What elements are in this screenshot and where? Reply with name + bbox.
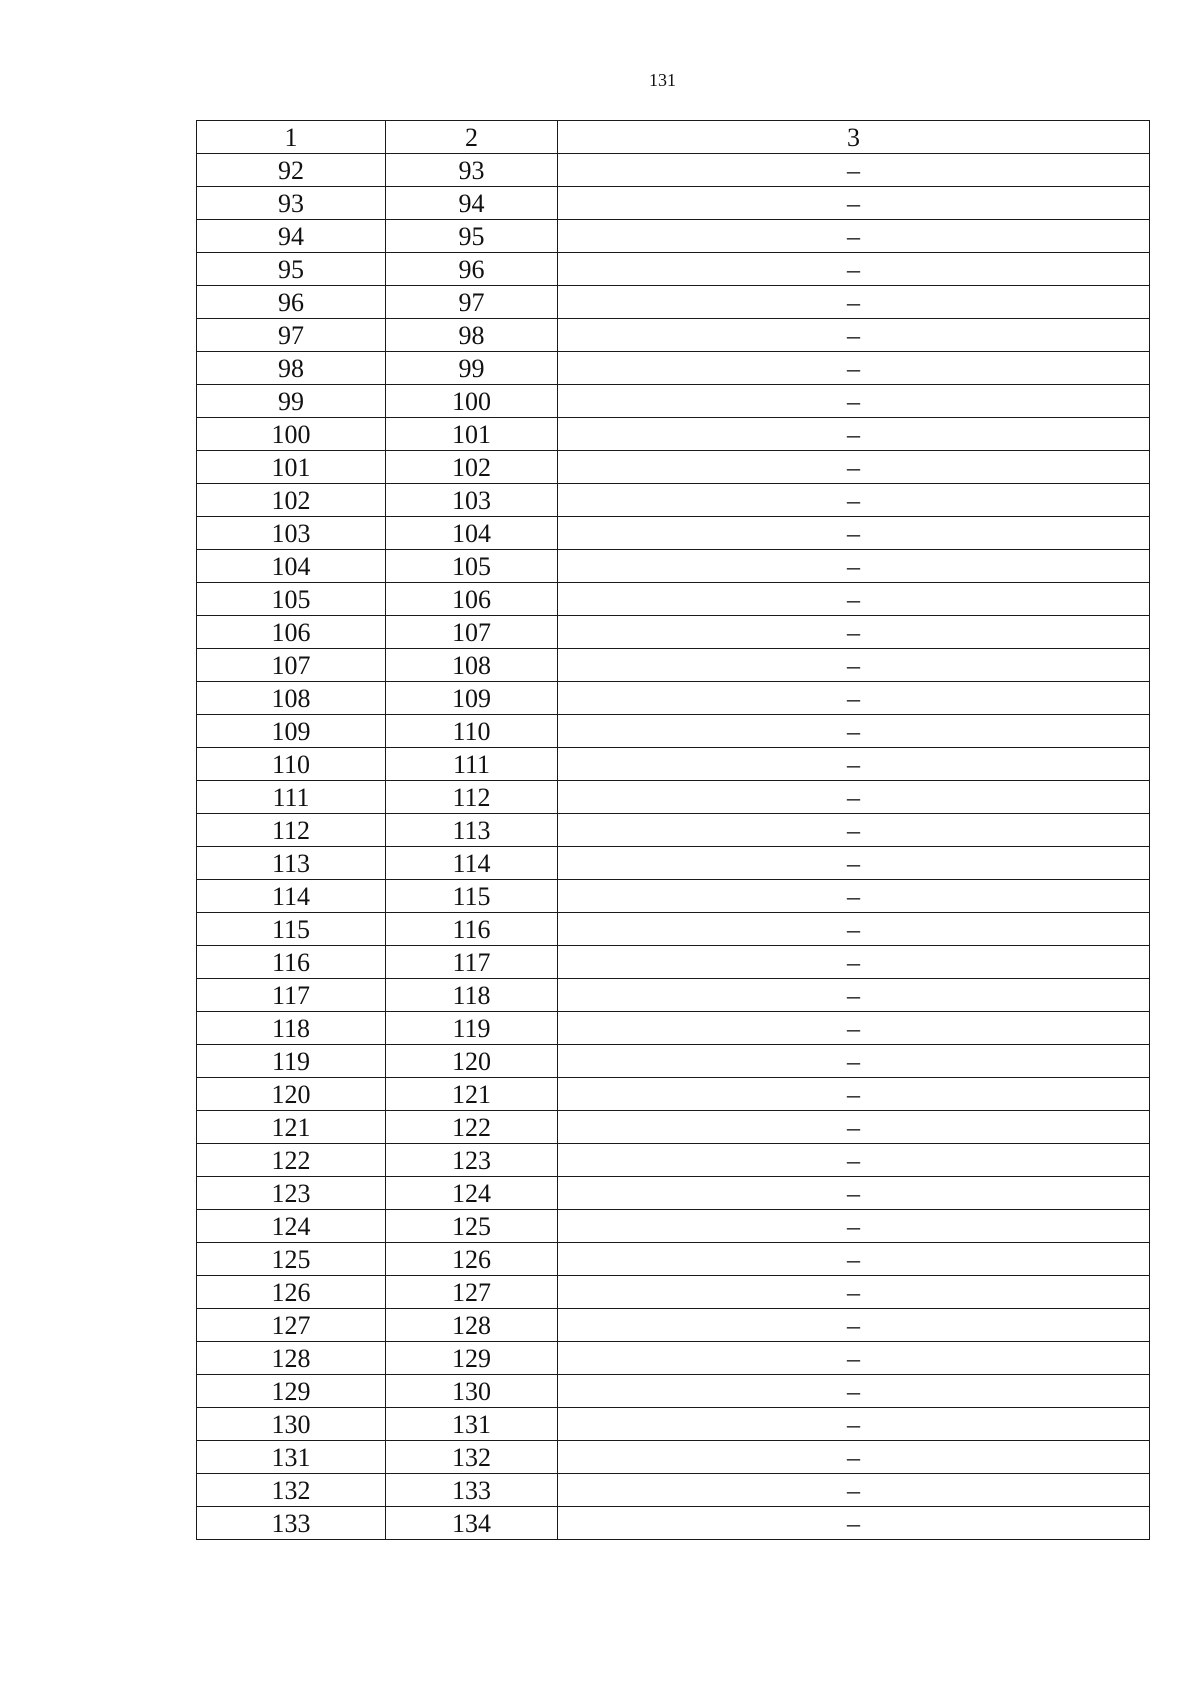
table-row [197, 451, 1150, 484]
table-cell-col-2: 96 [386, 253, 558, 286]
table-cell-col-1: 123 [197, 1177, 386, 1210]
table-cell-col-3: – [558, 1408, 1150, 1441]
table-cell-col-2: 114 [386, 847, 558, 880]
table-cell-col-1: 125 [197, 1243, 386, 1276]
table-cell-col-2: 113 [386, 814, 558, 847]
table-cell-col-3: – [558, 715, 1150, 748]
table-cell-col-3: – [558, 484, 1150, 517]
table-row [197, 1144, 1150, 1177]
table-row [197, 649, 1150, 682]
table-cell-col-3: – [558, 1078, 1150, 1111]
table-cell-col-1: 105 [197, 583, 386, 616]
table-cell-col-1: 104 [197, 550, 386, 583]
table-row [197, 583, 1150, 616]
table-cell-col-3: – [558, 286, 1150, 319]
table-row [197, 814, 1150, 847]
table-cell-col-3: – [558, 1111, 1150, 1144]
table-row [197, 946, 1150, 979]
table-cell-col-2: 104 [386, 517, 558, 550]
table-cell-col-1: 100 [197, 418, 386, 451]
table-cell-col-2: 124 [386, 1177, 558, 1210]
table-cell-col-3: – [558, 979, 1150, 1012]
table-cell-col-3: – [558, 1342, 1150, 1375]
table-row [197, 682, 1150, 715]
table-row [197, 1474, 1150, 1507]
table-cell-col-1: 93 [197, 187, 386, 220]
table-cell-col-1: 96 [197, 286, 386, 319]
table-cell-col-2: 110 [386, 715, 558, 748]
table-row [197, 1012, 1150, 1045]
table-cell-col-3: – [558, 187, 1150, 220]
table-cell-col-2: 129 [386, 1342, 558, 1375]
table-cell-col-1: 110 [197, 748, 386, 781]
table-cell-col-2: 105 [386, 550, 558, 583]
table-cell-col-2: 94 [386, 187, 558, 220]
table-cell-col-2: 93 [386, 154, 558, 187]
table-cell-col-1: 124 [197, 1210, 386, 1243]
table-cell-col-3: – [558, 1441, 1150, 1474]
table-cell-col-1: 118 [197, 1012, 386, 1045]
table-row [197, 1342, 1150, 1375]
table-cell-col-2: 111 [386, 748, 558, 781]
table-cell-col-3: – [558, 451, 1150, 484]
table-cell-col-1: 114 [197, 880, 386, 913]
table-cell-col-2: 102 [386, 451, 558, 484]
table-cell-col-2: 99 [386, 352, 558, 385]
table-cell-col-2: 100 [386, 385, 558, 418]
table-cell-col-2: 123 [386, 1144, 558, 1177]
table-cell-col-3: – [558, 517, 1150, 550]
table-cell-col-3: – [558, 1507, 1150, 1540]
table-cell-col-3: – [558, 550, 1150, 583]
table-cell-col-2: 117 [386, 946, 558, 979]
table-row [197, 484, 1150, 517]
table-cell-col-2: 127 [386, 1276, 558, 1309]
table-cell-col-3: – [558, 913, 1150, 946]
table-row [197, 1441, 1150, 1474]
table-cell-col-3: – [558, 1276, 1150, 1309]
table-cell-col-1: 122 [197, 1144, 386, 1177]
table-cell-col-2: 118 [386, 979, 558, 1012]
table-cell-col-3: – [558, 1045, 1150, 1078]
table-row [197, 352, 1150, 385]
table-cell-col-1: 109 [197, 715, 386, 748]
table-cell-col-1: 92 [197, 154, 386, 187]
table-cell-col-3: – [558, 352, 1150, 385]
table-row [197, 319, 1150, 352]
table-row [197, 1078, 1150, 1111]
table-cell-col-3: – [558, 649, 1150, 682]
table-cell-col-2: 128 [386, 1309, 558, 1342]
table-cell-col-3: – [558, 220, 1150, 253]
table-row [197, 1177, 1150, 1210]
table-row [197, 550, 1150, 583]
table-cell-col-1: 112 [197, 814, 386, 847]
table-row [197, 616, 1150, 649]
table-cell-col-3: – [558, 1177, 1150, 1210]
table-header [197, 121, 1150, 154]
table-cell-col-1: 103 [197, 517, 386, 550]
table-row [197, 154, 1150, 187]
table-cell-col-3: – [558, 1210, 1150, 1243]
table-row [197, 220, 1150, 253]
table-row [197, 253, 1150, 286]
table-cell-col-3: – [558, 946, 1150, 979]
table-row [197, 517, 1150, 550]
table-cell-col-3: – [558, 1012, 1150, 1045]
table-cell-col-2: 133 [386, 1474, 558, 1507]
table-cell-col-2: 125 [386, 1210, 558, 1243]
table-cell-col-3: – [558, 847, 1150, 880]
table-cell-col-3: – [558, 814, 1150, 847]
table-header-row [197, 121, 1150, 154]
table-row [197, 1111, 1150, 1144]
table-cell-col-1: 99 [197, 385, 386, 418]
table-cell-col-2: 98 [386, 319, 558, 352]
table-cell-col-3: – [558, 880, 1150, 913]
table-body [197, 154, 1150, 1540]
table-cell-col-1: 121 [197, 1111, 386, 1144]
table-cell-col-1: 97 [197, 319, 386, 352]
table-cell-col-2: 103 [386, 484, 558, 517]
table-row [197, 286, 1150, 319]
table-cell-col-1: 131 [197, 1441, 386, 1474]
table-cell-col-3: – [558, 1243, 1150, 1276]
table-cell-col-1: 117 [197, 979, 386, 1012]
table-cell-col-2: 132 [386, 1441, 558, 1474]
table-cell-col-3: – [558, 1309, 1150, 1342]
table-cell-col-3: – [558, 583, 1150, 616]
table-cell-col-3: – [558, 1375, 1150, 1408]
header-cell-col-3: 3 [558, 121, 1150, 154]
table-cell-col-2: 120 [386, 1045, 558, 1078]
table-cell-col-1: 98 [197, 352, 386, 385]
table-cell-col-3: – [558, 253, 1150, 286]
table-cell-col-1: 127 [197, 1309, 386, 1342]
header-cell-col-1: 1 [197, 121, 386, 154]
table-row [197, 781, 1150, 814]
table-cell-col-2: 130 [386, 1375, 558, 1408]
table-cell-col-3: – [558, 682, 1150, 715]
table-cell-col-1: 128 [197, 1342, 386, 1375]
table-cell-col-1: 107 [197, 649, 386, 682]
table-cell-col-3: – [558, 385, 1150, 418]
table-cell-col-1: 102 [197, 484, 386, 517]
table-cell-col-3: – [558, 616, 1150, 649]
table-cell-col-2: 122 [386, 1111, 558, 1144]
table-row [197, 1045, 1150, 1078]
table-cell-col-1: 129 [197, 1375, 386, 1408]
table-cell-col-1: 130 [197, 1408, 386, 1441]
table-cell-col-3: – [558, 781, 1150, 814]
table-row [197, 1210, 1150, 1243]
table-cell-col-3: – [558, 748, 1150, 781]
page-number: 131 [649, 70, 676, 90]
table-cell-col-2: 119 [386, 1012, 558, 1045]
table-row [197, 1375, 1150, 1408]
table-cell-col-2: 115 [386, 880, 558, 913]
table-cell-col-1: 94 [197, 220, 386, 253]
table-row [197, 418, 1150, 451]
table-row [197, 1507, 1150, 1540]
table-cell-col-2: 131 [386, 1408, 558, 1441]
data-table [196, 120, 1150, 1540]
table-row [197, 979, 1150, 1012]
table-cell-col-3: – [558, 1144, 1150, 1177]
table-cell-col-3: – [558, 319, 1150, 352]
header-cell-col-2: 2 [386, 121, 558, 154]
table-cell-col-1: 126 [197, 1276, 386, 1309]
table-cell-col-2: 101 [386, 418, 558, 451]
table-cell-col-2: 95 [386, 220, 558, 253]
table-cell-col-3: – [558, 418, 1150, 451]
table-cell-col-2: 107 [386, 616, 558, 649]
table-cell-col-2: 108 [386, 649, 558, 682]
table-cell-col-1: 108 [197, 682, 386, 715]
table-row [197, 847, 1150, 880]
table-row [197, 1408, 1150, 1441]
table-row [197, 385, 1150, 418]
table-cell-col-3: – [558, 1474, 1150, 1507]
table-row [197, 1276, 1150, 1309]
table-cell-col-1: 119 [197, 1045, 386, 1078]
table-cell-col-2: 116 [386, 913, 558, 946]
table-cell-col-1: 120 [197, 1078, 386, 1111]
table-row [197, 748, 1150, 781]
table-cell-col-1: 133 [197, 1507, 386, 1540]
table-row [197, 715, 1150, 748]
table-cell-col-1: 95 [197, 253, 386, 286]
table-cell-col-1: 111 [197, 781, 386, 814]
table-cell-col-2: 106 [386, 583, 558, 616]
table-cell-col-1: 115 [197, 913, 386, 946]
table-cell-col-1: 101 [197, 451, 386, 484]
table-cell-col-2: 109 [386, 682, 558, 715]
table-cell-col-2: 97 [386, 286, 558, 319]
table-row [197, 187, 1150, 220]
table-cell-col-1: 116 [197, 946, 386, 979]
table-row [197, 913, 1150, 946]
table-row [197, 880, 1150, 913]
table-row [197, 1309, 1150, 1342]
table-cell-col-2: 121 [386, 1078, 558, 1111]
table-cell-col-2: 126 [386, 1243, 558, 1276]
table-cell-col-2: 134 [386, 1507, 558, 1540]
table-cell-col-1: 132 [197, 1474, 386, 1507]
table-cell-col-1: 113 [197, 847, 386, 880]
table-row [197, 1243, 1150, 1276]
table-cell-col-2: 112 [386, 781, 558, 814]
table-cell-col-1: 106 [197, 616, 386, 649]
table-cell-col-3: – [558, 154, 1150, 187]
